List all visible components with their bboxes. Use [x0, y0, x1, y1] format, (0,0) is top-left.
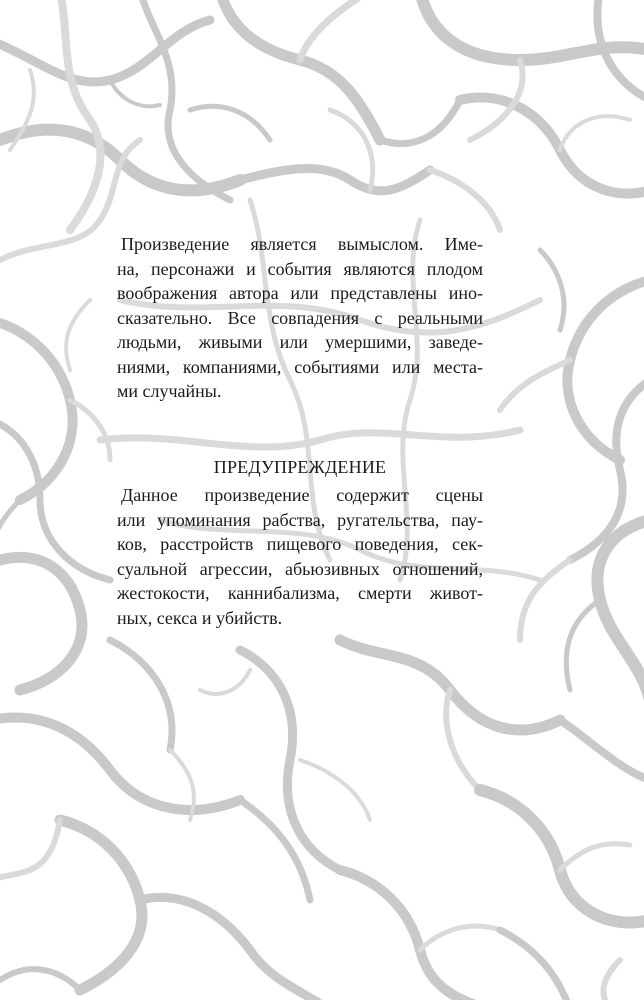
- warning-line: ных, секса и убийств.: [117, 607, 283, 628]
- disclaimer-line: Произведение является вымыслом. Име-: [121, 234, 483, 254]
- fiction-disclaimer: [117, 232, 483, 404]
- warning-heading: ПРЕДУПРЕЖДЕНИЕ: [213, 457, 387, 477]
- warning-line: или упоминания рабства, ругательства, пау-: [117, 509, 483, 530]
- warning-line: жестокости, каннибализма, смерти живот-: [117, 583, 483, 603]
- disclaimer-line: ми случайны.: [117, 381, 222, 401]
- disclaimer-line: воображения автора или представлены ино-: [117, 283, 483, 303]
- warning-line: суальной агрессии, абьюзивных отношений,: [117, 558, 483, 579]
- disclaimer-line: сказательно. Все совпадения с реальными: [117, 307, 483, 328]
- disclaimer-line: людьми, живыми или умершими, заведе-: [117, 332, 483, 352]
- content-warning: [117, 483, 483, 630]
- warning-line: Данное произведение содержит сцены: [121, 485, 483, 505]
- disclaimer-line: ниями, компаниями, событиями или места-: [117, 356, 483, 377]
- warning-line: ков, расстройств пищевого поведения, сек-: [117, 534, 483, 554]
- disclaimer-line: на, персонажи и события являются плодом: [117, 258, 483, 279]
